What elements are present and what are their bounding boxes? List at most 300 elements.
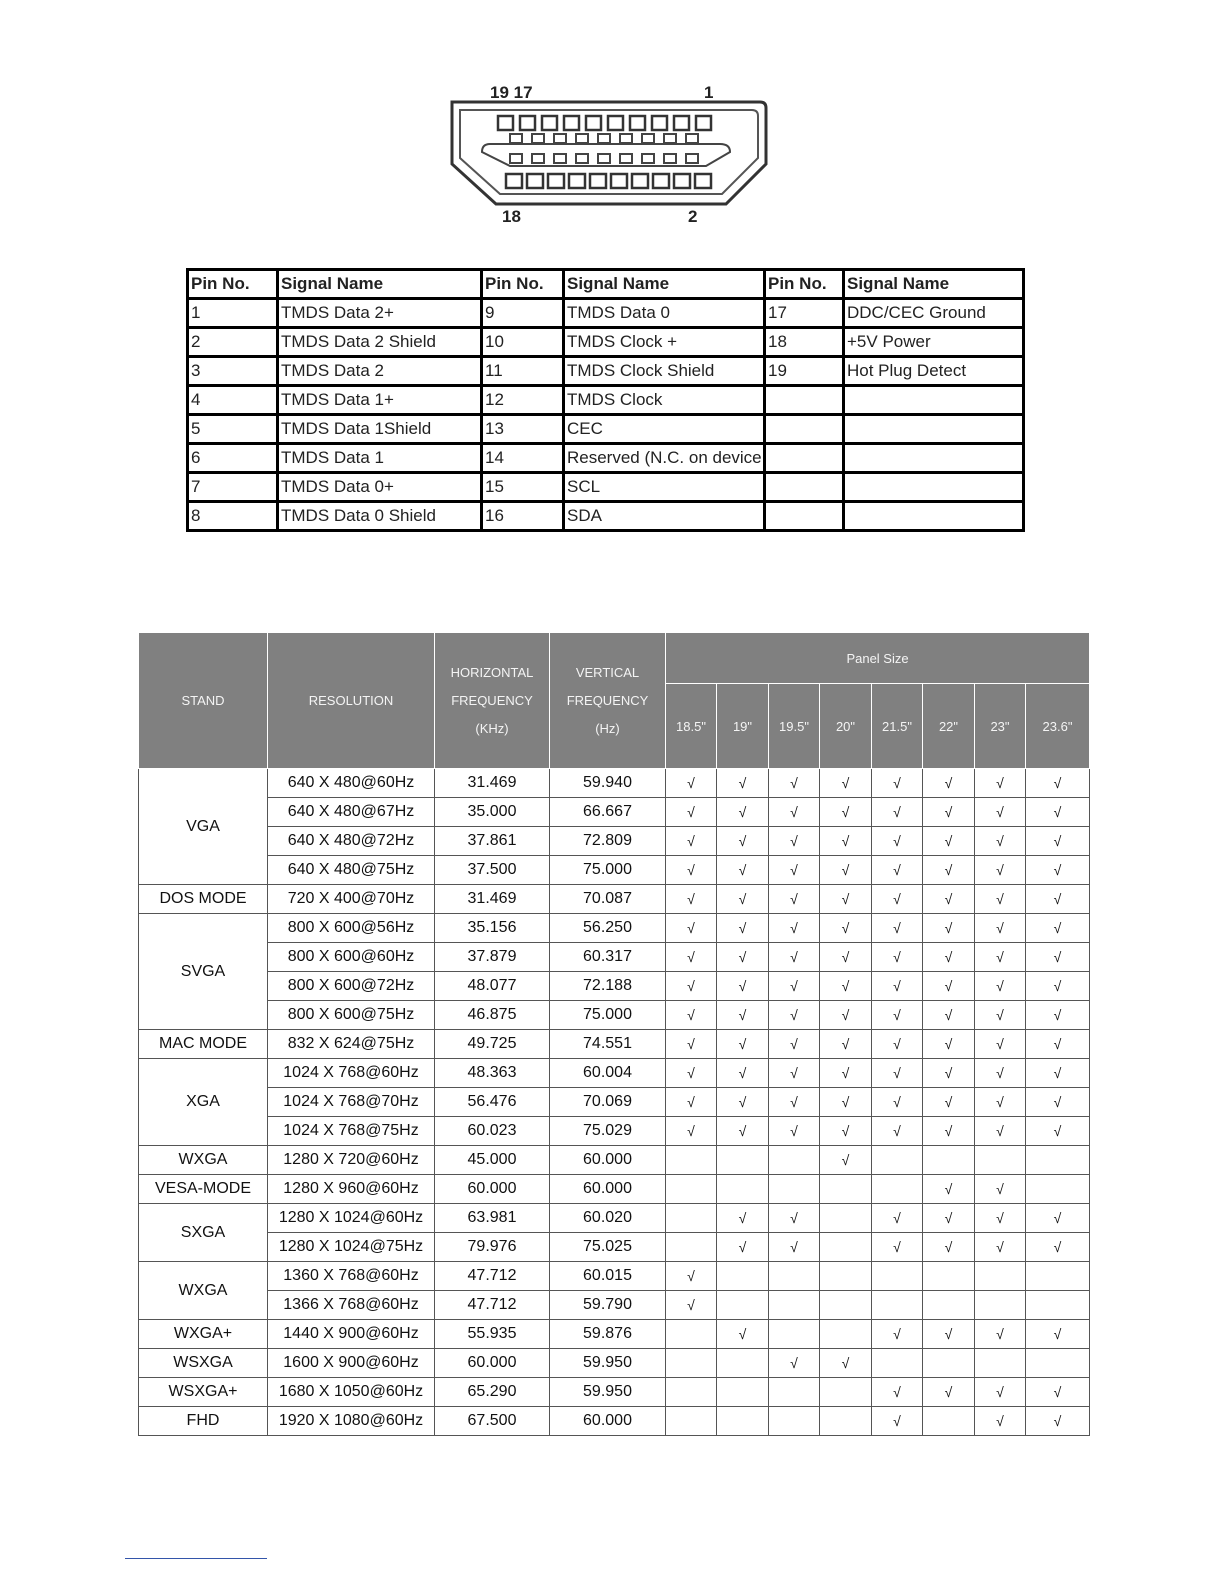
timing-row: [139, 1088, 1090, 1117]
panel-support-check: √: [820, 798, 872, 827]
panel-support-check: √: [872, 1204, 923, 1233]
pin-label-1: 1: [704, 83, 714, 102]
panel-support-check: √: [769, 1204, 820, 1233]
connector-pin-top: [498, 116, 513, 130]
panel-support-check: √: [820, 769, 872, 798]
panel-support-check: √: [1026, 1204, 1090, 1233]
panel-support-empty: [820, 1204, 872, 1233]
pin-number-cell: [765, 415, 844, 444]
header-vertical-line-2: FREQUENCY: [566, 692, 649, 708]
signal-name-cell: TMDS Data 0 Shield: [278, 502, 482, 531]
panel-support-check: √: [820, 1059, 872, 1088]
horizontal-frequency-cell: 67.500: [435, 1407, 550, 1436]
header-stand: STAND: [139, 633, 268, 769]
panel-support-check: √: [1026, 1059, 1090, 1088]
connector-pin-top: [652, 116, 667, 130]
panel-support-check: √: [1026, 1233, 1090, 1262]
panel-support-empty: [923, 1146, 975, 1175]
panel-support-check: √: [1026, 972, 1090, 1001]
vertical-frequency-cell: 59.950: [550, 1349, 666, 1378]
stand-cell: WSXGA: [139, 1349, 268, 1378]
pin-table-row: [188, 415, 1024, 444]
panel-support-empty: [769, 1146, 820, 1175]
vertical-frequency-cell: 59.790: [550, 1291, 666, 1320]
panel-support-check: √: [820, 827, 872, 856]
panel-support-check: √: [975, 914, 1026, 943]
header-horizontal-line-3: (KHz): [475, 720, 509, 736]
panel-support-check: √: [923, 1233, 975, 1262]
hdmi-connector-diagram: [440, 78, 780, 228]
connector-pin-middle: [576, 134, 588, 143]
panel-support-check: √: [666, 827, 717, 856]
panel-support-check: √: [717, 1204, 769, 1233]
connector-pin-top: [542, 116, 557, 130]
connector-pin-middle: [598, 154, 610, 163]
panel-support-check: √: [666, 769, 717, 798]
header-panel-size-option: 19": [717, 684, 769, 769]
connector-pin-top: [586, 116, 601, 130]
connector-pin-bottom: [653, 174, 669, 188]
timing-row: [139, 827, 1090, 856]
pin-number-cell: [765, 444, 844, 473]
panel-support-check: √: [923, 769, 975, 798]
panel-support-check: √: [820, 972, 872, 1001]
pin-table-row: [188, 473, 1024, 502]
panel-support-check: √: [872, 827, 923, 856]
connector-pin-middle: [598, 134, 610, 143]
stand-cell: SXGA: [139, 1204, 268, 1262]
panel-support-empty: [717, 1262, 769, 1291]
panel-support-empty: [769, 1320, 820, 1349]
panel-support-check: √: [769, 1030, 820, 1059]
timing-row: [139, 943, 1090, 972]
panel-support-check: √: [820, 1146, 872, 1175]
vertical-frequency-cell: 74.551: [550, 1030, 666, 1059]
pin-number-cell: 19: [765, 357, 844, 386]
panel-support-check: √: [872, 1059, 923, 1088]
panel-support-check: √: [666, 914, 717, 943]
timing-row: [139, 885, 1090, 914]
connector-pin-middle: [664, 134, 676, 143]
panel-support-check: √: [872, 885, 923, 914]
panel-support-check: √: [769, 798, 820, 827]
panel-support-check: √: [1026, 1030, 1090, 1059]
panel-support-check: √: [872, 1088, 923, 1117]
resolution-cell: 640 X 480@72Hz: [268, 827, 435, 856]
pin-number-cell: 17: [765, 299, 844, 328]
signal-name-cell: TMDS Clock +: [564, 328, 765, 357]
signal-name-cell: SCL: [564, 473, 765, 502]
connector-pin-top: [630, 116, 645, 130]
pin-table-row: [188, 444, 1024, 473]
pin-table-row: [188, 357, 1024, 386]
signal-name-cell: TMDS Clock: [564, 386, 765, 415]
resolution-cell: 1920 X 1080@60Hz: [268, 1407, 435, 1436]
panel-support-check: √: [717, 885, 769, 914]
panel-support-check: √: [820, 943, 872, 972]
resolution-cell: 1280 X 1024@60Hz: [268, 1204, 435, 1233]
panel-support-check: √: [1026, 1320, 1090, 1349]
timing-row: [139, 972, 1090, 1001]
connector-pin-top: [564, 116, 579, 130]
panel-support-empty: [820, 1233, 872, 1262]
horizontal-frequency-cell: 65.290: [435, 1378, 550, 1407]
panel-support-empty: [923, 1407, 975, 1436]
panel-support-check: √: [872, 1001, 923, 1030]
header-pin-no: Pin No.: [765, 270, 844, 299]
header-panel-size-option: 23.6": [1026, 684, 1090, 769]
vertical-frequency-cell: 75.029: [550, 1117, 666, 1146]
panel-support-check: √: [717, 1233, 769, 1262]
panel-support-check: √: [769, 943, 820, 972]
panel-support-check: √: [666, 798, 717, 827]
vertical-frequency-cell: 75.000: [550, 856, 666, 885]
panel-support-check: √: [769, 827, 820, 856]
connector-pin-middle: [554, 134, 566, 143]
resolution-cell: 800 X 600@60Hz: [268, 943, 435, 972]
panel-support-check: √: [872, 798, 923, 827]
panel-support-check: √: [820, 1001, 872, 1030]
panel-support-check: √: [820, 1030, 872, 1059]
panel-support-empty: [872, 1291, 923, 1320]
connector-pin-bottom: [674, 174, 690, 188]
header-pin-no: Pin No.: [482, 270, 564, 299]
panel-support-check: √: [975, 1059, 1026, 1088]
panel-support-check: √: [717, 1059, 769, 1088]
resolution-cell: 832 X 624@75Hz: [268, 1030, 435, 1059]
header-horizontal-line-1: HORIZONTAL: [450, 664, 534, 680]
panel-support-check: √: [717, 943, 769, 972]
vertical-frequency-cell: 75.000: [550, 1001, 666, 1030]
connector-pin-bottom: [527, 174, 543, 188]
resolution-cell: 800 X 600@56Hz: [268, 914, 435, 943]
panel-support-check: √: [872, 1117, 923, 1146]
pin-number-cell: [765, 386, 844, 415]
panel-support-check: √: [872, 914, 923, 943]
stand-cell: WXGA: [139, 1146, 268, 1175]
pin-number-cell: 5: [188, 415, 278, 444]
horizontal-frequency-cell: 47.712: [435, 1291, 550, 1320]
horizontal-frequency-cell: 49.725: [435, 1030, 550, 1059]
connector-pin-bottom: [695, 174, 711, 188]
panel-support-check: √: [820, 856, 872, 885]
panel-support-check: √: [975, 943, 1026, 972]
panel-support-empty: [717, 1175, 769, 1204]
pin-number-cell: 2: [188, 328, 278, 357]
header-pin-no: Pin No.: [188, 270, 278, 299]
panel-support-check: √: [666, 856, 717, 885]
connector-pin-middle: [554, 154, 566, 163]
panel-support-empty: [975, 1146, 1026, 1175]
panel-support-check: √: [1026, 1117, 1090, 1146]
panel-support-check: √: [923, 943, 975, 972]
stand-cell: FHD: [139, 1407, 268, 1436]
panel-support-check: √: [872, 1233, 923, 1262]
panel-support-check: √: [923, 1059, 975, 1088]
horizontal-frequency-cell: 63.981: [435, 1204, 550, 1233]
connector-pin-bottom: [611, 174, 627, 188]
panel-support-check: √: [975, 885, 1026, 914]
pin-number-cell: 4: [188, 386, 278, 415]
panel-support-check: √: [666, 972, 717, 1001]
panel-support-empty: [820, 1175, 872, 1204]
signal-name-cell: TMDS Data 1+: [278, 386, 482, 415]
resolution-cell: 800 X 600@75Hz: [268, 1001, 435, 1030]
panel-support-check: √: [1026, 914, 1090, 943]
resolution-cell: 640 X 480@67Hz: [268, 798, 435, 827]
vertical-frequency-cell: 59.950: [550, 1378, 666, 1407]
pin-table-header-row: [188, 270, 1024, 299]
connector-pin-top: [520, 116, 535, 130]
horizontal-frequency-cell: 56.476: [435, 1088, 550, 1117]
panel-support-check: √: [769, 1059, 820, 1088]
panel-support-check: √: [666, 1030, 717, 1059]
header-signal-name: Signal Name: [564, 270, 765, 299]
panel-support-check: √: [1026, 1407, 1090, 1436]
signal-name-cell: TMDS Data 1: [278, 444, 482, 473]
horizontal-frequency-cell: 45.000: [435, 1146, 550, 1175]
panel-support-check: √: [717, 856, 769, 885]
panel-support-check: √: [717, 1088, 769, 1117]
connector-bottom-pins: [506, 174, 711, 188]
panel-support-check: √: [923, 856, 975, 885]
header-horizontal-frequency: [435, 633, 550, 769]
panel-support-empty: [717, 1378, 769, 1407]
signal-name-cell: SDA: [564, 502, 765, 531]
vertical-frequency-cell: 56.250: [550, 914, 666, 943]
stand-cell: WSXGA+: [139, 1378, 268, 1407]
panel-support-empty: [872, 1175, 923, 1204]
resolution-cell: 1280 X 1024@75Hz: [268, 1233, 435, 1262]
panel-support-empty: [666, 1378, 717, 1407]
panel-support-check: √: [923, 1088, 975, 1117]
panel-support-check: √: [717, 972, 769, 1001]
resolution-cell: 1280 X 720@60Hz: [268, 1146, 435, 1175]
header-panel-size: Panel Size: [666, 633, 1090, 684]
resolution-cell: 640 X 480@75Hz: [268, 856, 435, 885]
panel-support-empty: [872, 1349, 923, 1378]
connector-pin-top: [696, 116, 711, 130]
horizontal-frequency-cell: 60.023: [435, 1117, 550, 1146]
panel-support-check: √: [923, 827, 975, 856]
panel-support-empty: [820, 1291, 872, 1320]
panel-support-check: √: [1026, 1088, 1090, 1117]
panel-support-empty: [666, 1146, 717, 1175]
panel-support-empty: [820, 1407, 872, 1436]
panel-support-empty: [666, 1233, 717, 1262]
panel-support-empty: [1026, 1349, 1090, 1378]
timing-row: [139, 769, 1090, 798]
panel-support-empty: [769, 1378, 820, 1407]
panel-support-check: √: [872, 1378, 923, 1407]
panel-support-empty: [872, 1262, 923, 1291]
connector-pin-middle: [510, 134, 522, 143]
resolution-cell: 1680 X 1050@60Hz: [268, 1378, 435, 1407]
horizontal-frequency-cell: 60.000: [435, 1349, 550, 1378]
panel-support-check: √: [975, 1030, 1026, 1059]
horizontal-frequency-cell: 31.469: [435, 885, 550, 914]
vertical-frequency-cell: 70.069: [550, 1088, 666, 1117]
timing-row: [139, 1320, 1090, 1349]
horizontal-frequency-cell: 60.000: [435, 1175, 550, 1204]
stand-cell: DOS MODE: [139, 885, 268, 914]
timing-row: [139, 1204, 1090, 1233]
panel-support-check: √: [666, 1059, 717, 1088]
stand-cell: SVGA: [139, 914, 268, 1030]
vertical-frequency-cell: 59.940: [550, 769, 666, 798]
stand-cell: VGA: [139, 769, 268, 885]
stand-cell: XGA: [139, 1059, 268, 1146]
panel-support-empty: [820, 1262, 872, 1291]
resolution-cell: 800 X 600@72Hz: [268, 972, 435, 1001]
panel-support-empty: [717, 1349, 769, 1378]
display-timing-table: [138, 632, 1090, 1436]
horizontal-frequency-cell: 35.000: [435, 798, 550, 827]
panel-support-check: √: [717, 769, 769, 798]
signal-name-cell: TMDS Data 2: [278, 357, 482, 386]
panel-support-check: √: [666, 943, 717, 972]
panel-support-check: √: [717, 798, 769, 827]
connector-pin-bottom: [548, 174, 564, 188]
panel-support-check: √: [872, 972, 923, 1001]
panel-support-check: √: [769, 1001, 820, 1030]
timing-row: [139, 1233, 1090, 1262]
signal-name-cell: [844, 502, 1024, 531]
panel-support-empty: [717, 1407, 769, 1436]
pin-number-cell: [765, 502, 844, 531]
resolution-cell: 1024 X 768@75Hz: [268, 1117, 435, 1146]
signal-name-cell: TMDS Data 0: [564, 299, 765, 328]
connector-pin-bottom: [632, 174, 648, 188]
panel-support-check: √: [872, 769, 923, 798]
panel-support-empty: [666, 1320, 717, 1349]
vertical-frequency-cell: 60.004: [550, 1059, 666, 1088]
timing-header-row-1: [139, 633, 1090, 684]
panel-support-empty: [1026, 1291, 1090, 1320]
horizontal-frequency-cell: 47.712: [435, 1262, 550, 1291]
panel-support-check: √: [1026, 943, 1090, 972]
panel-support-check: √: [1026, 769, 1090, 798]
header-panel-size-option: 18.5": [666, 684, 717, 769]
signal-name-cell: +5V Power: [844, 328, 1024, 357]
header-vertical-line-1: VERTICAL: [575, 664, 640, 680]
panel-support-check: √: [820, 885, 872, 914]
panel-support-empty: [717, 1146, 769, 1175]
timing-row: [139, 1262, 1090, 1291]
panel-support-check: √: [666, 885, 717, 914]
panel-support-check: √: [769, 1088, 820, 1117]
pin-table-row: [188, 502, 1024, 531]
panel-support-check: √: [872, 943, 923, 972]
signal-name-cell: TMDS Data 0+: [278, 473, 482, 502]
panel-support-empty: [975, 1262, 1026, 1291]
vertical-frequency-cell: 60.015: [550, 1262, 666, 1291]
pin-number-cell: 18: [765, 328, 844, 357]
panel-support-empty: [769, 1262, 820, 1291]
panel-support-check: √: [820, 1088, 872, 1117]
panel-support-check: √: [923, 1204, 975, 1233]
connector-pin-middle: [510, 154, 522, 163]
panel-support-check: √: [923, 1378, 975, 1407]
panel-support-check: √: [1026, 1378, 1090, 1407]
panel-support-check: √: [769, 914, 820, 943]
panel-support-check: √: [666, 1088, 717, 1117]
panel-support-check: √: [769, 769, 820, 798]
signal-name-cell: TMDS Data 1Shield: [278, 415, 482, 444]
horizontal-frequency-cell: 37.861: [435, 827, 550, 856]
horizontal-frequency-cell: 37.879: [435, 943, 550, 972]
panel-support-check: √: [975, 1320, 1026, 1349]
connector-pin-bottom: [590, 174, 606, 188]
signal-name-cell: Reserved (N.C. on device: [564, 444, 765, 473]
vertical-frequency-cell: 60.020: [550, 1204, 666, 1233]
panel-support-empty: [820, 1378, 872, 1407]
panel-support-check: √: [975, 1407, 1026, 1436]
panel-support-check: √: [975, 798, 1026, 827]
pin-number-cell: [765, 473, 844, 502]
pin-table-row: [188, 328, 1024, 357]
panel-support-check: √: [872, 1320, 923, 1349]
panel-support-check: √: [666, 1291, 717, 1320]
pin-table-row: [188, 386, 1024, 415]
panel-support-check: √: [820, 914, 872, 943]
panel-support-check: √: [975, 1378, 1026, 1407]
panel-support-empty: [975, 1349, 1026, 1378]
pin-label-19-17: 19 17: [490, 83, 533, 102]
vertical-frequency-cell: 60.000: [550, 1407, 666, 1436]
horizontal-frequency-cell: 48.077: [435, 972, 550, 1001]
timing-row: [139, 1001, 1090, 1030]
vertical-frequency-cell: 60.317: [550, 943, 666, 972]
panel-support-check: √: [975, 769, 1026, 798]
timing-row: [139, 1407, 1090, 1436]
connector-pin-middle: [620, 134, 632, 143]
panel-support-check: √: [975, 972, 1026, 1001]
vertical-frequency-cell: 75.025: [550, 1233, 666, 1262]
panel-support-check: √: [717, 1030, 769, 1059]
panel-support-check: √: [717, 914, 769, 943]
panel-support-empty: [1026, 1175, 1090, 1204]
connector-pin-middle: [576, 154, 588, 163]
pin-number-cell: 10: [482, 328, 564, 357]
connector-pin-middle: [620, 154, 632, 163]
panel-support-check: √: [1026, 1001, 1090, 1030]
panel-support-empty: [1026, 1146, 1090, 1175]
signal-name-cell: [844, 473, 1024, 502]
resolution-cell: 720 X 400@70Hz: [268, 885, 435, 914]
connector-pin-middle: [686, 154, 698, 163]
panel-support-empty: [820, 1320, 872, 1349]
timing-row: [139, 1030, 1090, 1059]
panel-support-empty: [975, 1291, 1026, 1320]
timing-row: [139, 1349, 1090, 1378]
panel-support-check: √: [975, 1175, 1026, 1204]
signal-name-cell: [844, 415, 1024, 444]
horizontal-frequency-cell: 79.976: [435, 1233, 550, 1262]
panel-support-check: √: [923, 1001, 975, 1030]
panel-support-check: √: [923, 1117, 975, 1146]
panel-support-check: √: [820, 1117, 872, 1146]
panel-support-check: √: [923, 885, 975, 914]
panel-support-check: √: [923, 972, 975, 1001]
panel-support-check: √: [923, 1175, 975, 1204]
pin-number-cell: 7: [188, 473, 278, 502]
panel-support-check: √: [769, 1117, 820, 1146]
panel-support-empty: [666, 1175, 717, 1204]
header-resolution: RESOLUTION: [268, 633, 435, 769]
resolution-cell: 1440 X 900@60Hz: [268, 1320, 435, 1349]
panel-support-check: √: [769, 885, 820, 914]
